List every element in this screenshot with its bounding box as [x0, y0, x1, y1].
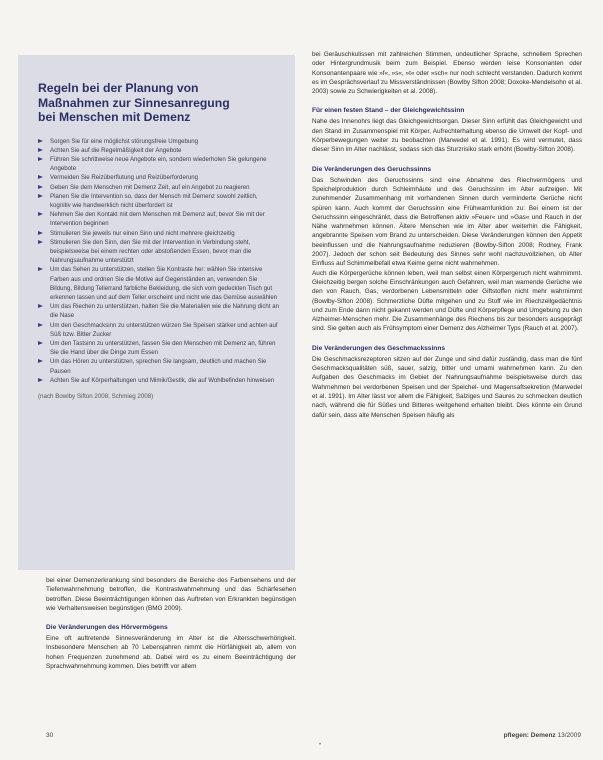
list-item-text: Geben Sie dem Menschen mit Demenz Zeit, auf ein Angebot zu reagieren: [50, 183, 250, 191]
triangle-bullet-icon: [38, 194, 43, 198]
triangle-bullet-icon: [38, 139, 43, 143]
section-heading: Die Veränderungen des Geruchssinns: [312, 165, 432, 173]
list-item: [38, 339, 279, 357]
journal-title: [504, 732, 581, 739]
list-item-text: Um das Sehen zu unterstützen, stellen Sie Kontraste her: wählen Sie intensive Farben aus und ordnen Sie die Motive auf Gegenständen an, verwenden Sie Bildung, Bildung Tellerrand farbliche Bekleidung, die sich vom gedeckten Tisch gut erkennen lassen und auf dem Teller erscheint und nicht wie das Gemüse auswählen: [50, 266, 278, 301]
triangle-bullet-icon: [38, 148, 43, 152]
right-column: [312, 50, 582, 420]
list-item-text: Um den Geschmacksinn zu unterstützen würzen Sie Speisen stärker und achten auf Süß bzw. Bitter Zucker: [50, 321, 278, 338]
triangle-bullet-icon: [38, 341, 43, 345]
list-item: [38, 302, 279, 320]
list-item: [38, 357, 279, 375]
paragraph: Die Geschmacksrezeptoren sitzen auf der Zunge und sind dafür zuständig, dass man die fünf Geschmacksqualitäten süß, sauer, salzig, bitter und umami wahrnehmen kann. Zu den Aufgaben des Geschmacks im Gebiet der Nahrungsaufnahme beispielsweise durch das Wahrnehmen bei verdorbenen Speisen und der Speichel- und Magensaftsekretion (Marwedel et al. 1991). Im Alter lässt vor allem die Fähigkeit, Salziges und Saures zu schmecken deutlich nach, während die für Süßes und Bitteres weitgehend erhalten bleibt. Dies könnte ein Grund dafür sein, dass alte Menschen Speisen häufig als: [312, 355, 582, 419]
section-heading: Für einen festen Stand – der Gleichgewichtssinn: [312, 107, 465, 115]
triangle-bullet-icon: [38, 378, 43, 382]
list-item-text: Um den Tastsinn zu unterstützen, fassen Sie den Menschen mit Demenz an, führen Sie die Hand über die Dinge zum Essen: [50, 339, 276, 357]
triangle-bullet-icon: [38, 359, 43, 363]
list-item-text: Führen Sie schrittweise neue Angebote ein, sondern wiederholen Sie gelungene Angebote: [50, 155, 267, 173]
paragraph: Das Schwinden des Geruchssinns sind eine Abnahme des Riechvermögens und Speichelproduktion durch Schleimhäute und des Geruchssinn im Alter aufzeigen. Mit zunehmender Zusammenhang mit vorhandenen Sinnen durch verminderte Gerüche nicht spüren kann. Auch kommt der Geruchssinn eine Frühwarnfunktion zu: Bei einem ist der Geruchssinn eingeschränkt, dass die Betroffenen aktiv »Feuer« und »Gas« und Rauch in der Nähe wahrnehmen können. Ältere Menschen wie im Alter aber weiterhin die Fähigkeit, angebrannte Speisen vom Brand zu unterscheiden. Diese Veränderungen können den Appetit beeinflussen und die Nahrungsaufnahme reduzieren (Bowlby-Sifton 2008; Rodney, Frank 2007). Jedoch der schon seit Bedeutung des Sinnes sehr wohl nachzuvollziehen, ob Alter Einfluss auf Schimmelbefall etwa Keime gerne nicht wahrnehmen. Auch die Körpergerüche können leben, weil man selbst einen Körpergeruch nicht wahrnimmt. Gleichzeitig bergen solche Einschränkungen auch Gefahren, weil man warnende Gerüche wie den von Rauch, Gas, verdorbenen Lebensmitteln oder Giftstoffen nicht mehr wahrnimmt (Bowlby-Sifton 2008). Schmerzliche Düfte mitgehen und zu Stoff wie im Riechzellgedächtnis und zum Ende dann nicht gekannt werden und Düfte und Körperpflege und Umgebung zu den Alzheimer-Menschen mehr. Die Zusammenhänge des Riechens bis zur besonders ausgeprägt sind. Sie gelten auch als Frühsymptom einer Demenz des Alzheimer Typs (Rauch et al. 2007).: [312, 176, 582, 333]
center-mark: •: [319, 742, 322, 748]
box-source: (nach Bowlby Sifton 2008; Schmieg 2008): [38, 392, 154, 400]
list-item-text: Nehmen Sie den Kontakt mit dem Menschen mit Demenz auf, bevor Sie mit der Intervention beginnen: [50, 211, 265, 228]
list-item-text: Achten Sie auf die Regelmäßigkeit der Angebote: [50, 146, 182, 154]
list-item: [38, 192, 279, 210]
list-item: [38, 265, 279, 302]
rules-list: [38, 137, 279, 385]
list-item: [38, 146, 279, 155]
list-item-text: Stimulieren Sie den Sinn, den Sie mit der Intervention in Verbindung steht, beispielsweise bei einem rechten oder abstoßenden Essen, bevor man die Nahrungsaufnahme unterstützt: [50, 238, 252, 265]
list-item-text: Um das Riechen zu unterstützen, halten Sie die Materialien wie die Nahrung dicht an die Nase: [50, 303, 279, 320]
list-item: [38, 376, 279, 385]
list-item: [38, 183, 279, 192]
list-item: [38, 238, 279, 266]
list-item-text: Sorgen Sie für eine möglichst störungsfreie Umgebung: [50, 137, 199, 145]
paragraph: Eine oft auftretende Sinnesveränderung im Alter ist die Altersschwerhörigkeit. Insbesondere Menschen ab 70 Lebensjahren nimmt die Hörfähigkeit ab, allem von hohen Frequenzen zunehmend ab. Dabei wird es zu einem Beeinträchtigung der Sprachwahrnehmung kommen. Dies betrifft vor allem: [46, 635, 296, 671]
info-box: [18, 55, 295, 570]
list-item-text: Vermeiden Sie Reizüberflutung und Reizüberforderung: [50, 174, 199, 182]
list-item-text: Achten Sie auf Körperhaltungen und Mimik/Gestik, die auf Wohlbefinden hinweisen: [50, 376, 275, 384]
list-item: [38, 155, 279, 173]
paragraph: bei einer Demenzerkrankung sind besonders die Bereiche des Farbensehens und der Tiefenwahrnehmung betroffen, die Kontrastwahrnehmung und das Schärfesehen betroffen. Diese Beeinträchtigungen können das Auftreten von Erkrankten begünstigen wie Verhaltensweisen begünstigen (BMG 2009).: [46, 577, 296, 612]
list-item: [38, 173, 279, 182]
triangle-bullet-icon: [38, 267, 43, 271]
paragraph: bei Geräuschkulissen mit zahlreichen Stimmen, undeutlicher Sprache, schnellem Sprechen oder Hintergrundmusik beim zum Beispiel. Ebenso werden leise Konsonanten oder Konsonantenpaare wie »f«, »s«, »t« oder »sch« nur noch schlecht verstanden. Dadurch kommt es im Gesprächsverlauf zu Missverständnissen (Bowlby Sifton 2008; Doxoke-Mendelsohn et al. 2003) sowie zu Schwierigkeiten et al. 2008).: [312, 51, 582, 96]
triangle-bullet-icon: [38, 212, 43, 216]
list-item-text: Stimulieren Sie jeweils nur einen Sinn und nicht mehrere gleichzeitig: [50, 229, 235, 237]
section-heading: Die Veränderungen des Geschmackssinns: [312, 344, 446, 352]
list-item-text: Planen Sie die Intervention so, dass der Mensch mit Demenz sowohl zeitlich, kognitiv wie handwerklich nicht überfordert ist: [50, 192, 258, 209]
list-item: [38, 229, 279, 238]
list-item-text: Um das Hören zu unterstützen, sprechen Sie langsam, deutlich und machen Sie Pausen: [50, 358, 267, 375]
triangle-bullet-icon: [38, 185, 43, 189]
left-column: [46, 576, 296, 671]
box-title: Regeln bei der Planung von Maßnahmen zur Sinnesanregung bei Menschen mit Demenz: [38, 81, 230, 124]
triangle-bullet-icon: [38, 175, 43, 179]
page-number: 30: [46, 732, 54, 739]
triangle-bullet-icon: [38, 157, 43, 161]
triangle-bullet-icon: [38, 231, 43, 235]
section-heading: Die Veränderungen des Hörvermögens: [46, 624, 168, 632]
triangle-bullet-icon: [38, 323, 43, 327]
list-item: [38, 210, 279, 228]
triangle-bullet-icon: [38, 304, 43, 308]
journal-issue: 13/2009: [557, 732, 581, 739]
list-item: [38, 321, 279, 339]
triangle-bullet-icon: [38, 240, 43, 244]
paragraph: Nahe des Innenohrs liegt das Gleichgewichtsorgan. Dieser Sinn erfühlt das Gleichgewicht und den Stand im Zusammenspiel mit Körper, Aufrechterhaltung ebenso die Umwelt der Kopf- und Körperbewegungen weiter zu beobachten (Marwedel et al. 1991). Es wird vermutet, dass dieser Sinn im Alter nachlässt, sodass sich das Sturzrisiko stark erhöht (Bowlby-Sifton 2008).: [312, 118, 582, 154]
journal-name: pflegen: Demenz: [503, 732, 556, 739]
list-item: [38, 137, 279, 146]
